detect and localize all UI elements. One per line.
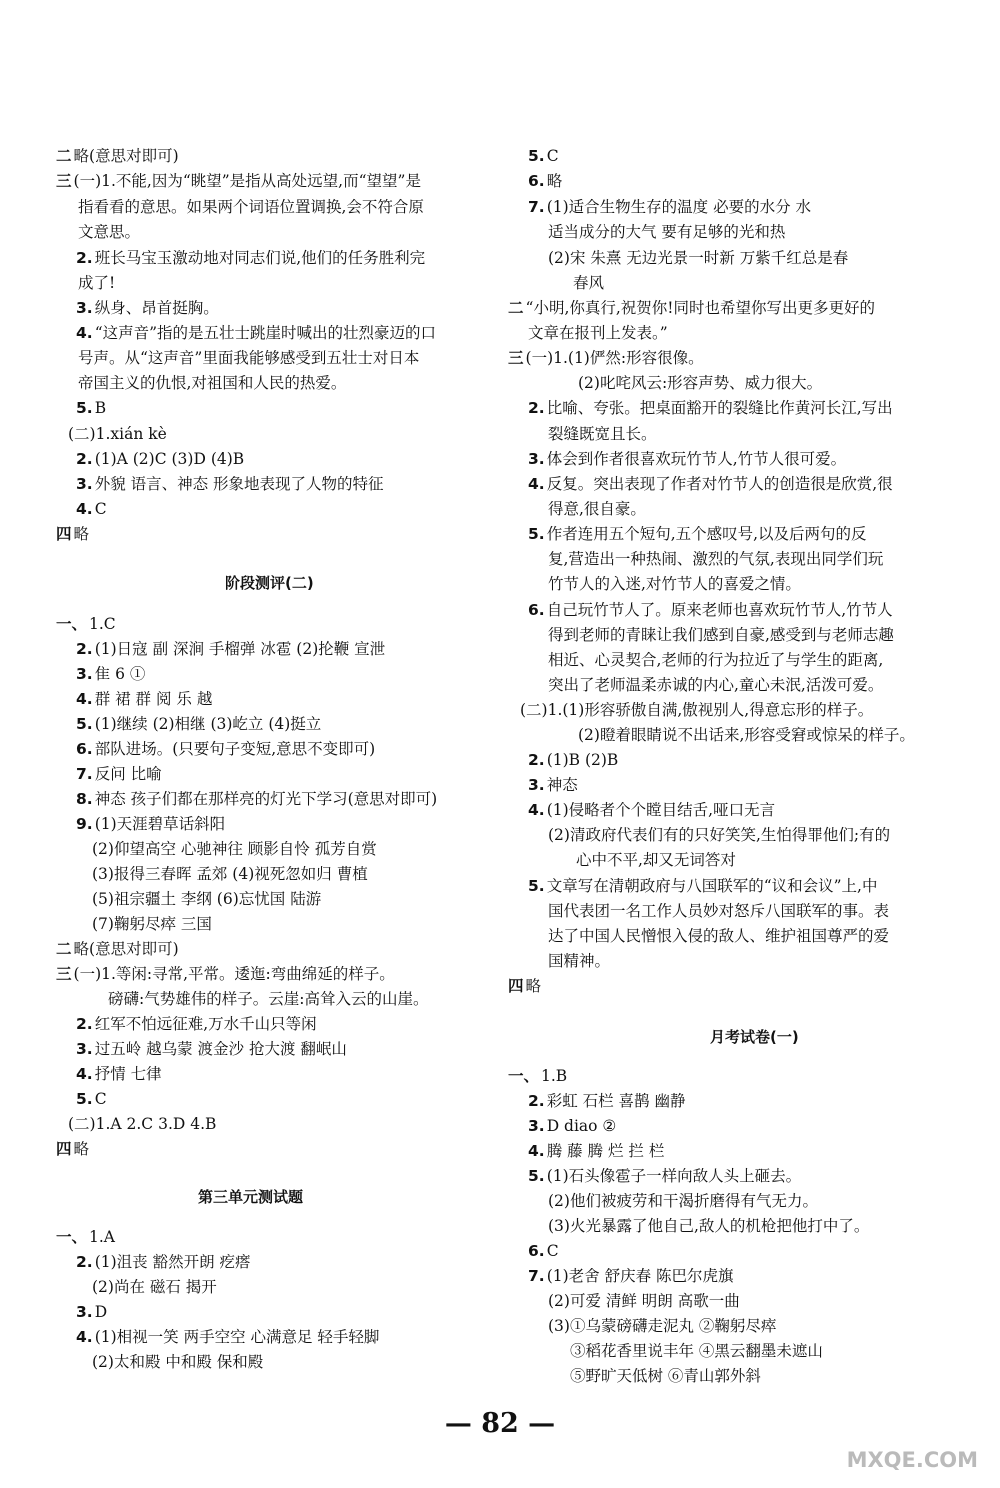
item-marker: 四 xyxy=(56,1140,72,1158)
answer-text: (1)相视一笑 两手空空 心满意足 轻手轻脚 xyxy=(94,1328,380,1346)
answer-text: 神态 xyxy=(546,776,578,794)
answer-text: 得到老师的青睐让我们感到自豪,感受到与老师志趣 xyxy=(548,626,894,644)
answer-text: 过五岭 越乌蒙 渡金沙 抢大渡 翻岷山 xyxy=(94,1040,347,1058)
answer-line xyxy=(528,1241,559,1261)
item-marker: 3. xyxy=(76,299,93,317)
answer-line xyxy=(76,664,145,684)
answer-text: (3)火光暴露了他自己,敌人的机枪把他打中了。 xyxy=(548,1217,870,1235)
answer-text: (2)尚在 磁石 揭开 xyxy=(92,1278,217,1296)
answer-text: 文意思。 xyxy=(78,223,141,241)
answer-text: D diao ② xyxy=(546,1117,617,1135)
item-marker: 5. xyxy=(528,147,545,165)
answer-line xyxy=(548,1291,740,1311)
answer-line xyxy=(76,449,244,469)
item-marker: 4. xyxy=(76,324,93,342)
answer-line xyxy=(548,1316,776,1336)
answer-text: 成了! xyxy=(78,274,116,292)
answer-text: (1)石头像雹子一样向敌人头上砸去。 xyxy=(546,1167,802,1185)
answer-text: 彩虹 石栏 喜鹊 幽静 xyxy=(546,1092,686,1110)
answer-line xyxy=(528,1141,664,1161)
answer-text: (2)瞪着眼睛说不出话来,形容受窘或惊呆的样子。 xyxy=(578,726,915,744)
answer-text: D xyxy=(94,1303,108,1321)
answer-line xyxy=(528,524,867,544)
answer-line xyxy=(76,1039,347,1059)
answer-line xyxy=(548,675,883,695)
answer-line xyxy=(108,989,428,1009)
answer-line xyxy=(548,499,646,519)
answer-text: 帝国主义的仇恨,对祖国和人民的热爱。 xyxy=(78,374,347,392)
answer-text: 自己玩竹节人了。原来老师也喜欢玩竹节人,竹节人 xyxy=(546,601,893,619)
answer-line xyxy=(528,323,668,343)
item-marker: 3. xyxy=(528,450,545,468)
item-marker: 6. xyxy=(528,1242,545,1260)
answer-line xyxy=(528,146,559,166)
answer-line xyxy=(78,273,115,293)
answer-text: 略 xyxy=(73,1140,90,1158)
answer-text: 腾 藤 腾 烂 拦 栏 xyxy=(546,1142,665,1160)
answer-line xyxy=(78,222,140,242)
answer-line xyxy=(56,146,179,166)
answer-line xyxy=(92,864,368,884)
answer-text: 略 xyxy=(73,525,90,543)
answer-text: C xyxy=(546,147,559,165)
item-marker: 4. xyxy=(76,1328,93,1346)
answer-line xyxy=(76,398,106,418)
answer-text: (2)他们被疲劳和干渴折磨得有气无力。 xyxy=(548,1192,818,1210)
answer-text: 复,营造出一种热闹、激烈的气氛,表现出同学们玩 xyxy=(548,550,884,568)
item-marker: 二 xyxy=(508,299,524,317)
answer-text: (1)B (2)B xyxy=(546,751,619,769)
item-marker: 3. xyxy=(528,1117,545,1135)
answer-line xyxy=(528,775,578,795)
answer-line xyxy=(548,248,848,268)
section-heading: 第三单元测试题 xyxy=(198,1188,304,1206)
answer-text: 神态 孩子们都在那样亮的灯光下学习(意思对即可) xyxy=(94,790,438,808)
item-marker: 4. xyxy=(528,475,545,493)
answer-text: 国代表团一名工作人员妙对怒斥八国联军的事。表 xyxy=(548,902,890,920)
answer-line xyxy=(92,1277,217,1297)
answer-text: 反问 比喻 xyxy=(94,765,162,783)
item-marker: 2. xyxy=(528,751,545,769)
item-marker: 8. xyxy=(76,790,93,808)
answer-line xyxy=(528,1091,685,1111)
answer-line xyxy=(56,964,395,984)
item-marker: 2. xyxy=(528,1092,545,1110)
answer-line xyxy=(548,424,657,444)
answer-text: (5)祖宗疆土 李纲 (6)忘忧国 陆游 xyxy=(92,890,322,908)
answer-text: (3)①乌蒙磅礴走泥丸 ②鞠躬尽瘁 xyxy=(548,1317,777,1335)
answer-line xyxy=(548,222,785,242)
answer-text: (1)老舍 舒庆春 陈巴尔虎旗 xyxy=(546,1267,734,1285)
answer-line xyxy=(520,700,873,720)
item-marker: 4. xyxy=(76,1065,93,1083)
answer-line xyxy=(76,499,107,519)
answer-line xyxy=(78,197,424,217)
answer-text: (一)1.等闲:寻常,平常。逶迤:弯曲绵延的样子。 xyxy=(73,965,395,983)
answer-text: 达了中国人民憎恨入侵的敌人、维护祖国尊严的爱 xyxy=(548,927,890,945)
answer-text: 裂缝既宽且长。 xyxy=(548,425,657,443)
answer-line xyxy=(528,474,893,494)
answer-text: ③稻花香里说丰年 ④黑云翻墨未遮山 xyxy=(570,1342,823,1360)
answer-line xyxy=(76,764,162,784)
answer-line xyxy=(548,650,883,670)
answer-text: (2)可爱 清鲜 明朗 高歌一曲 xyxy=(548,1292,740,1310)
answer-line xyxy=(76,298,219,318)
answer-line xyxy=(76,1064,162,1084)
answer-text: (1)A (2)C (3)D (4)B xyxy=(94,450,245,468)
answer-line xyxy=(76,639,385,659)
answer-text: C xyxy=(94,500,107,518)
answer-line xyxy=(548,1216,869,1236)
answer-text: 1.A xyxy=(89,1228,115,1246)
item-marker: 5. xyxy=(528,1167,545,1185)
item-marker: 一、 xyxy=(56,1228,88,1246)
item-marker: 6. xyxy=(528,601,545,619)
answer-line xyxy=(68,424,167,444)
answer-text: (二)1.(1)形容骄傲自满,傲视别人,得意忘形的样子。 xyxy=(520,701,874,719)
item-marker: 2. xyxy=(76,450,93,468)
answer-line xyxy=(573,273,604,293)
answer-line xyxy=(548,926,889,946)
item-marker: 7. xyxy=(76,765,93,783)
item-marker: 三 xyxy=(56,965,72,983)
answer-line xyxy=(76,474,384,494)
answer-text: (1)侵略者个个瞠目结舌,哑口无言 xyxy=(546,801,776,819)
answer-text: 抒情 七律 xyxy=(94,1065,162,1083)
answer-line xyxy=(56,1227,115,1247)
answer-line xyxy=(528,449,846,469)
item-marker: 2. xyxy=(528,399,545,417)
answer-text: (2)太和殿 中和殿 保和殿 xyxy=(92,1353,264,1371)
answer-line xyxy=(76,789,437,809)
item-marker: 6. xyxy=(76,740,93,758)
item-marker: 4. xyxy=(528,801,545,819)
answer-text: (3)报得三春晖 孟郊 (4)视死忽如归 曹植 xyxy=(92,865,368,883)
answer-text: B xyxy=(94,399,107,417)
answer-text: 相近、心灵契合,老师的行为拉近了与学生的距离, xyxy=(548,651,884,669)
answer-text: 纵身、昂首挺胸。 xyxy=(94,299,219,317)
answer-text: 国精神。 xyxy=(548,952,611,970)
item-marker: 6. xyxy=(528,172,545,190)
answer-line xyxy=(56,524,89,544)
answer-text: (2)宋 朱熹 无边光景一时新 万紫千红总是春 xyxy=(548,249,849,267)
item-marker: 4. xyxy=(528,1142,545,1160)
answer-line xyxy=(528,1116,616,1136)
item-marker: 2. xyxy=(76,1253,93,1271)
answer-line xyxy=(548,625,894,645)
answer-line xyxy=(76,1302,107,1322)
answer-line xyxy=(92,889,321,909)
section-heading: 月考试卷(一) xyxy=(710,1028,799,1046)
answer-line xyxy=(570,1341,823,1361)
answer-text: 指看看的意思。如果两个词语位置调换,会不符合原 xyxy=(78,198,424,216)
item-marker: 3. xyxy=(76,475,93,493)
answer-text: 略 xyxy=(546,172,563,190)
answer-line xyxy=(508,298,875,318)
item-marker: 四 xyxy=(508,977,524,995)
answer-text: 磅礴:气势雄伟的样子。云崖:高耸入云的山崖。 xyxy=(108,990,429,1008)
item-marker: 3. xyxy=(76,1040,93,1058)
item-marker: 4. xyxy=(76,690,93,708)
answer-line xyxy=(508,1066,567,1086)
answer-text: 1.C xyxy=(89,615,116,633)
answer-line xyxy=(528,398,893,418)
answer-line xyxy=(528,876,877,896)
answer-text: “这声音”指的是五壮士跳崖时喊出的壮烈豪迈的口 xyxy=(94,324,437,342)
item-marker: 四 xyxy=(56,525,72,543)
watermark-logo: MXQE.COM xyxy=(846,1448,978,1472)
answer-text: 部队进场。(只要句子变短,意思不变即可) xyxy=(94,740,376,758)
answer-text: 外貌 语言、神态 形象地表现了人物的特征 xyxy=(94,475,384,493)
item-marker: 三 xyxy=(56,172,72,190)
answer-text: (7)鞠躬尽瘁 三国 xyxy=(92,915,212,933)
answer-line xyxy=(76,739,375,759)
answer-text: (2)叱咤风云:形容声势、威力很大。 xyxy=(578,374,823,392)
answer-text: 略 xyxy=(525,977,542,995)
answer-text: 号声。从“这声音”里面我能够感受到五壮士对日本 xyxy=(78,349,420,367)
answer-line xyxy=(76,814,225,834)
answer-line xyxy=(548,901,889,921)
answer-line xyxy=(56,171,421,191)
answer-text: “小明,你真行,祝贺你!同时也希望你写出更多更好的 xyxy=(525,299,876,317)
answer-text: 心中不平,却又无词答对 xyxy=(576,851,736,869)
answer-line xyxy=(78,373,346,393)
answer-line xyxy=(528,600,893,620)
item-marker: 2. xyxy=(76,640,93,658)
item-marker: 5. xyxy=(528,877,545,895)
item-marker: 2. xyxy=(76,249,93,267)
answer-line xyxy=(528,1166,801,1186)
answer-text: (1)沮丧 豁然开朗 疙瘩 xyxy=(94,1253,251,1271)
item-marker: 9. xyxy=(76,815,93,833)
answer-text: (一)1.不能,因为“眺望”是指从高处远望,而“望望”是 xyxy=(73,172,421,190)
answer-line xyxy=(92,839,377,859)
answer-line xyxy=(548,1191,818,1211)
answer-text: 红军不怕远征难,万水千山只等闲 xyxy=(94,1015,317,1033)
answer-text: (2)仰望高空 心驰神往 顾影自怜 孤芳自赏 xyxy=(92,840,377,858)
item-marker: 2. xyxy=(76,1015,93,1033)
answer-text: (二)1.xián kè xyxy=(68,425,167,443)
item-marker: 5. xyxy=(528,525,545,543)
answer-line xyxy=(548,549,883,569)
answer-text: 比喻、夸张。把桌面豁开的裂缝比作黄河长江,写出 xyxy=(546,399,893,417)
answer-line xyxy=(92,1352,263,1372)
answer-text: 作者连用五个短句,五个感叹号,以及后两句的反 xyxy=(546,525,867,543)
answer-text: 反复。突出表现了作者对竹节人的创造很是欣赏,很 xyxy=(546,475,893,493)
answer-text: 1.B xyxy=(541,1067,568,1085)
answer-line xyxy=(76,1327,379,1347)
answer-line xyxy=(576,850,736,870)
answer-line xyxy=(548,574,801,594)
answer-text: 文章在报刊上发表。” xyxy=(528,324,668,342)
answer-text: (1)日寇 副 深涧 手榴弹 冰雹 (2)抡鞭 宣泄 xyxy=(94,640,386,658)
item-marker: 4. xyxy=(76,500,93,518)
answer-text: 适当成分的大气 要有足够的光和热 xyxy=(548,223,786,241)
answer-text: 班长马宝玉激动地对同志们说,他们的任务胜利完 xyxy=(94,249,426,267)
answer-text: (1)天涯碧草话斜阳 xyxy=(94,815,226,833)
answer-line xyxy=(76,248,425,268)
answer-text: 略(意思对即可) xyxy=(73,940,179,958)
item-marker: 3. xyxy=(76,665,93,683)
item-marker: 二 xyxy=(56,147,72,165)
answer-line xyxy=(528,750,618,770)
answer-text: 体会到作者很喜欢玩竹节人,竹节人很可爱。 xyxy=(546,450,847,468)
answer-text: (一)1.(1)俨然:形容很像。 xyxy=(525,349,704,367)
answer-line xyxy=(56,614,116,634)
answer-line xyxy=(92,914,212,934)
answer-text: (二)1.A 2.C 3.D 4.B xyxy=(68,1115,217,1133)
item-marker: 二 xyxy=(56,940,72,958)
answer-text: 春风 xyxy=(573,274,605,292)
answer-line xyxy=(528,197,811,217)
item-marker: 7. xyxy=(528,1267,545,1285)
item-marker: 三 xyxy=(508,349,524,367)
answer-text: ⑤野旷天低树 ⑥青山郭外斜 xyxy=(570,1367,761,1385)
answer-line xyxy=(578,373,822,393)
item-marker: 5. xyxy=(76,399,93,417)
answer-line xyxy=(508,348,704,368)
answer-line xyxy=(76,1252,251,1272)
answer-text: 竹节人的入迷,对竹节人的喜爱之情。 xyxy=(548,575,801,593)
item-marker: 5. xyxy=(76,715,93,733)
item-marker: 一、 xyxy=(508,1067,540,1085)
answer-line xyxy=(578,725,915,745)
answer-line xyxy=(56,939,179,959)
page-number: — 82 — xyxy=(444,1408,556,1439)
answer-line xyxy=(78,348,419,368)
answer-text: C xyxy=(546,1242,559,1260)
answer-line xyxy=(528,1266,734,1286)
answer-line xyxy=(76,1014,317,1034)
answer-line xyxy=(570,1366,761,1386)
item-marker: 一、 xyxy=(56,615,88,633)
answer-line xyxy=(76,714,321,734)
answer-text: (2)清政府代表们有的只好笑笑,生怕得罪他们;有的 xyxy=(548,826,891,844)
answer-line xyxy=(548,951,610,971)
item-marker: 3. xyxy=(76,1303,93,1321)
answer-line xyxy=(76,1089,107,1109)
answer-text: (1)适合生物生存的温度 必要的水分 水 xyxy=(546,198,811,216)
answer-line xyxy=(76,689,212,709)
item-marker: 5. xyxy=(76,1090,93,1108)
answer-line xyxy=(528,171,562,191)
item-marker: 3. xyxy=(528,776,545,794)
answer-text: 略(意思对即可) xyxy=(73,147,179,165)
answer-line xyxy=(528,800,775,820)
answer-text: C xyxy=(94,1090,107,1108)
answer-text: 突出了老师温柔赤诚的内心,童心未泯,活泼可爱。 xyxy=(548,676,884,694)
answer-text: 群 裙 群 阅 乐 越 xyxy=(94,690,213,708)
answer-line xyxy=(68,1114,216,1134)
section-heading: 阶段测评(二) xyxy=(225,574,314,592)
answer-text: 得意,很自豪。 xyxy=(548,500,646,518)
answer-line xyxy=(56,1139,89,1159)
answer-line xyxy=(508,976,541,996)
answer-text: 隹 6 ① xyxy=(94,665,146,683)
answer-text: (1)继续 (2)相继 (3)屹立 (4)挺立 xyxy=(94,715,322,733)
item-marker: 7. xyxy=(528,198,545,216)
answer-line xyxy=(548,825,890,845)
answer-text: 文章写在清朝政府与八国联军的“议和会议”上,中 xyxy=(546,877,878,895)
answer-line xyxy=(76,323,436,343)
